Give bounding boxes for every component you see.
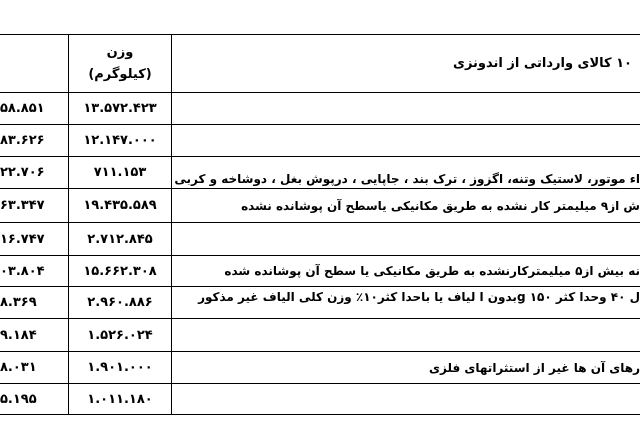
goods-description-cell: اء موتور، لاستیک وتنه، اگزوز ، ترک بند ، جاپایی ، درپوش بغل ، دوشاخه و کربی (174, 172, 640, 186)
goods-description-cell (172, 223, 640, 255)
value-cell: ۹.۱۸۴ (0, 327, 37, 343)
weight-cell: ۲.۹۶۰.۸۸۶ (87, 295, 153, 310)
value-cell: ۸.۰۳۱ (0, 360, 37, 375)
value-cell: ۵۸.۸۵۱ (0, 101, 45, 116)
goods-description-cell: رهای آن ها غیر از استثراتهای فلزی (428, 360, 640, 375)
goods-description-cell: نه بیش از۵ میلیمترکارنشده به طریق مکانیکی یا سطح آن پوشانده شده (224, 264, 640, 278)
header-weight-line1: وزن (106, 44, 134, 60)
value-cell: ۲۲.۷۰۶ (0, 165, 45, 180)
table-bottom-border (0, 414, 640, 415)
weight-cell: ۱۲.۱۴۷.۰۰۰ (83, 133, 157, 148)
value-cell: ۸۳.۶۲۶ (0, 133, 45, 148)
value-cell: ۸.۳۶۹ (0, 295, 37, 310)
weight-cell: ۲.۷۱۲.۸۴۵ (87, 231, 153, 247)
weight-cell: ۱۳.۵۷۲.۴۲۳ (83, 101, 157, 116)
header-value-cell (0, 35, 66, 92)
value-cell: ۵.۱۹۵ (0, 391, 37, 407)
weight-cell: ۱۵.۶۶۲.۳۰۸ (83, 263, 157, 279)
goods-description-cell: ش از۹ میلیمتر کار نشده به طریق مکانیکی یاسطح آن پوشانده نشده (241, 198, 640, 213)
header-weight-line2: (کیلوگرم) (88, 66, 152, 82)
goods-description-cell (172, 93, 640, 124)
goods-description-cell (172, 125, 640, 156)
weight-cell: ۱.۵۲۶.۰۲۴ (87, 327, 153, 343)
value-cell: ۶۳.۳۴۷ (0, 198, 45, 213)
goods-description-cell: ل ۴۰ وحدا کثر ۱۵۰ gبدون ا لیاف یا باحدا کثر۱۰٪ وزن کلی الیاف غیر مذکور (198, 290, 640, 304)
weight-cell: ۷۱۱.۱۵۳ (93, 165, 147, 180)
header-weight-cell (69, 35, 171, 92)
goods-description-cell (172, 319, 640, 351)
weight-cell: ۱.۰۱۱.۱۸۰ (87, 391, 153, 407)
value-cell: ۱۶.۷۴۷ (0, 231, 45, 247)
weight-cell: ۱.۹۰۱.۰۰۰ (87, 360, 153, 375)
value-cell: ۰۳.۸۰۴ (0, 263, 45, 279)
weight-cell: ۱۹.۴۳۵.۵۸۹ (83, 198, 157, 213)
header-goods-title: ۱۰ کالای وارداتی از اندونزی (453, 56, 632, 71)
goods-description-cell (172, 384, 640, 414)
